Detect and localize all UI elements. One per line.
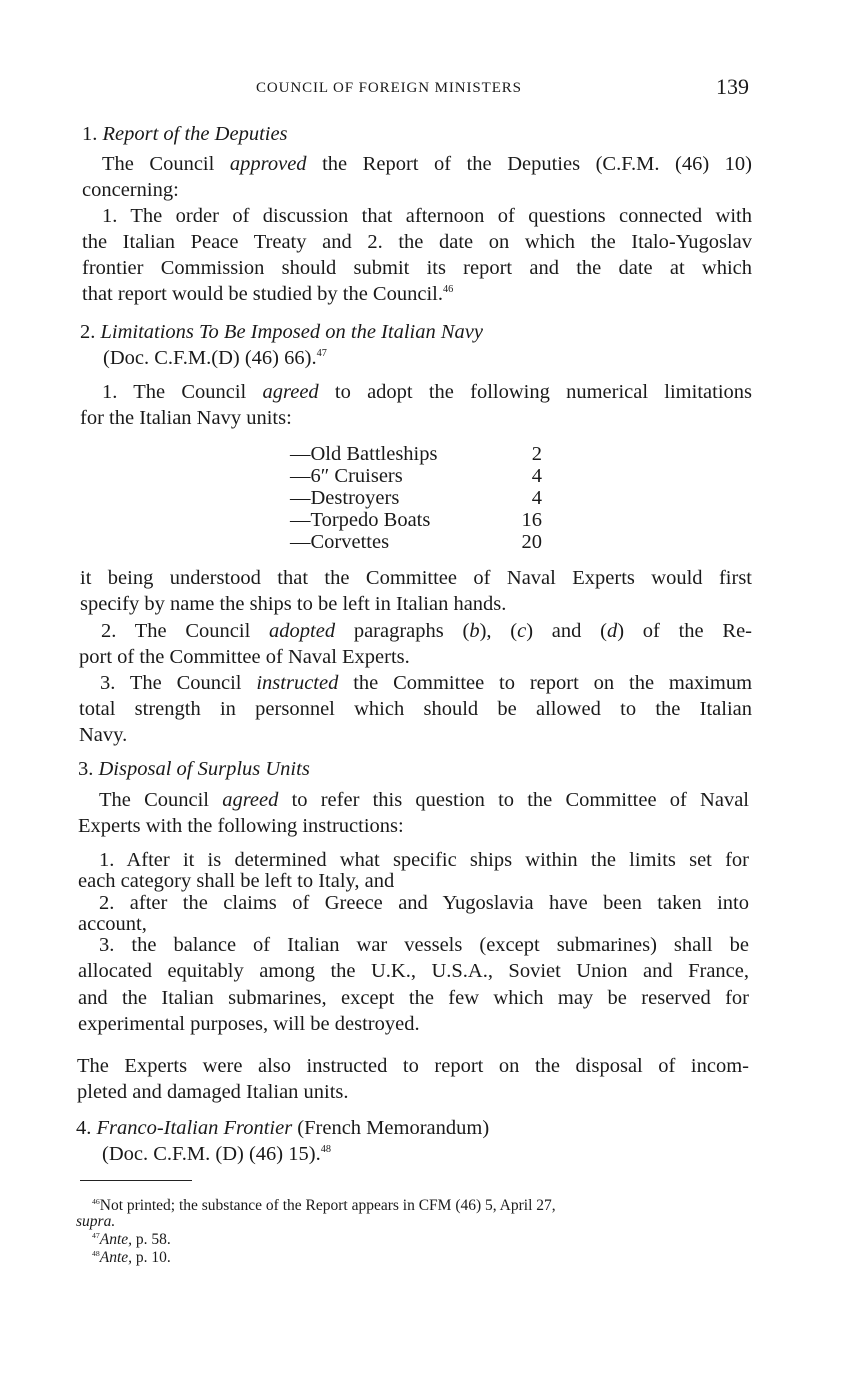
footnote-ref-47: 47: [316, 348, 327, 360]
text-line: the Italian Peace Treaty and 2. the date on which the Italo-Yugoslav: [82, 231, 752, 253]
text-line: pleted and damaged Italian units.: [77, 1081, 349, 1103]
text-line: concerning:: [82, 179, 179, 201]
footnote-46: $^{46}$Not printed; the substance of the Report appears in CFM (46) 5, April 27,: [92, 1196, 556, 1214]
section-3-title: Disposal of Surplus Units: [98, 758, 310, 780]
table-row: —Torpedo Boats 16: [290, 509, 542, 531]
section-2-heading: 2. Limitations To Be Imposed on the Italian Navy: [80, 321, 483, 343]
text-line: and the Italian submarines, except the few which may be reserved for: [78, 987, 749, 1009]
table-row: —Corvettes 20: [290, 531, 542, 553]
footnote-divider: [80, 1180, 192, 1181]
footnote-48: $^{48}$Ante, p. 10.: [92, 1248, 171, 1266]
text-line: each category shall be left to Italy, and: [78, 870, 395, 892]
text-line: The Council approved the Report of the Deputies (C.F.M. (46) 10): [102, 153, 753, 175]
section-4-heading: 4. Franco-Italian Frontier (French Memorandum): [76, 1117, 490, 1139]
page-number: 139: [716, 74, 749, 99]
navy-units-table: [290, 443, 542, 553]
footnote-47: $^{47}$Ante, p. 58.: [92, 1230, 171, 1248]
section-2-title: Limitations To Be Imposed on the Italian Navy: [100, 321, 483, 343]
text-line: account,: [78, 913, 147, 935]
doc-reference: (Doc. C.F.M. (D) (46) 15).$^{48}$: [102, 1143, 331, 1165]
text-line: 1. After it is determined what specific ships within the limits set for: [99, 849, 749, 871]
text-line: it being understood that the Committee of Naval Experts would first: [80, 567, 752, 589]
section-3-heading: 3. Disposal of Surplus Units: [78, 758, 310, 780]
text-line: Experts with the following instructions:: [78, 815, 404, 837]
section-4-title: Franco-Italian Frontier: [96, 1117, 293, 1139]
table-row: —Destroyers 4: [290, 487, 542, 509]
text-line: frontier Commission should submit its report and the date at which: [82, 257, 752, 279]
text-line: for the Italian Navy units:: [80, 407, 292, 429]
running-title: COUNCIL OF FOREIGN MINISTERS: [256, 80, 522, 96]
footnote-46-continued: supra.: [76, 1213, 116, 1230]
text-line: The Council agreed to refer this question to the Committee of Naval: [99, 789, 750, 811]
text-line: 3. the balance of Italian war vessels (except submarines) shall be: [99, 934, 749, 956]
table-row: —6″ Cruisers 4: [290, 465, 542, 487]
doc-reference: (Doc. C.F.M.(D) (46) 66).$^{47}$: [103, 347, 327, 369]
footnote-ref-46: 46: [442, 284, 454, 296]
text-line: allocated equitably among the U.K., U.S.A., Soviet Union and France,: [78, 960, 749, 982]
text-line: 1. The order of discussion that afternoon of questions connected with: [102, 205, 752, 227]
text-line: specify by name the ships to be left in Italian hands.: [80, 593, 507, 615]
text-line: 1. The Council agreed to adopt the following numerical limitations: [102, 381, 752, 403]
text-line: experimental purposes, will be destroyed.: [78, 1013, 420, 1035]
table-row: —Old Battleships 2: [290, 443, 542, 465]
text-line: 2. The Council adopted paragraphs (b), (c) and (d) of the Re-: [101, 620, 752, 642]
text-line: 2. after the claims of Greece and Yugoslavia have been taken into: [99, 892, 749, 914]
section-1-title: Report of the Deputies: [102, 123, 288, 145]
text-line: total strength in personnel which should be allowed to the Italian: [79, 698, 752, 720]
text-line: port of the Committee of Naval Experts.: [79, 646, 410, 668]
text-line: that report would be studied by the Council.$^{46}$: [82, 283, 454, 305]
text-line: 3. The Council instructed the Committee to report on the maximum: [100, 672, 753, 694]
text-line: Navy.: [79, 724, 128, 746]
footnote-ref-48: 48: [320, 1144, 331, 1156]
text-line: The Experts were also instructed to report on the disposal of incom-: [77, 1055, 749, 1077]
section-1-heading: 1. Report of the Deputies: [82, 123, 288, 145]
